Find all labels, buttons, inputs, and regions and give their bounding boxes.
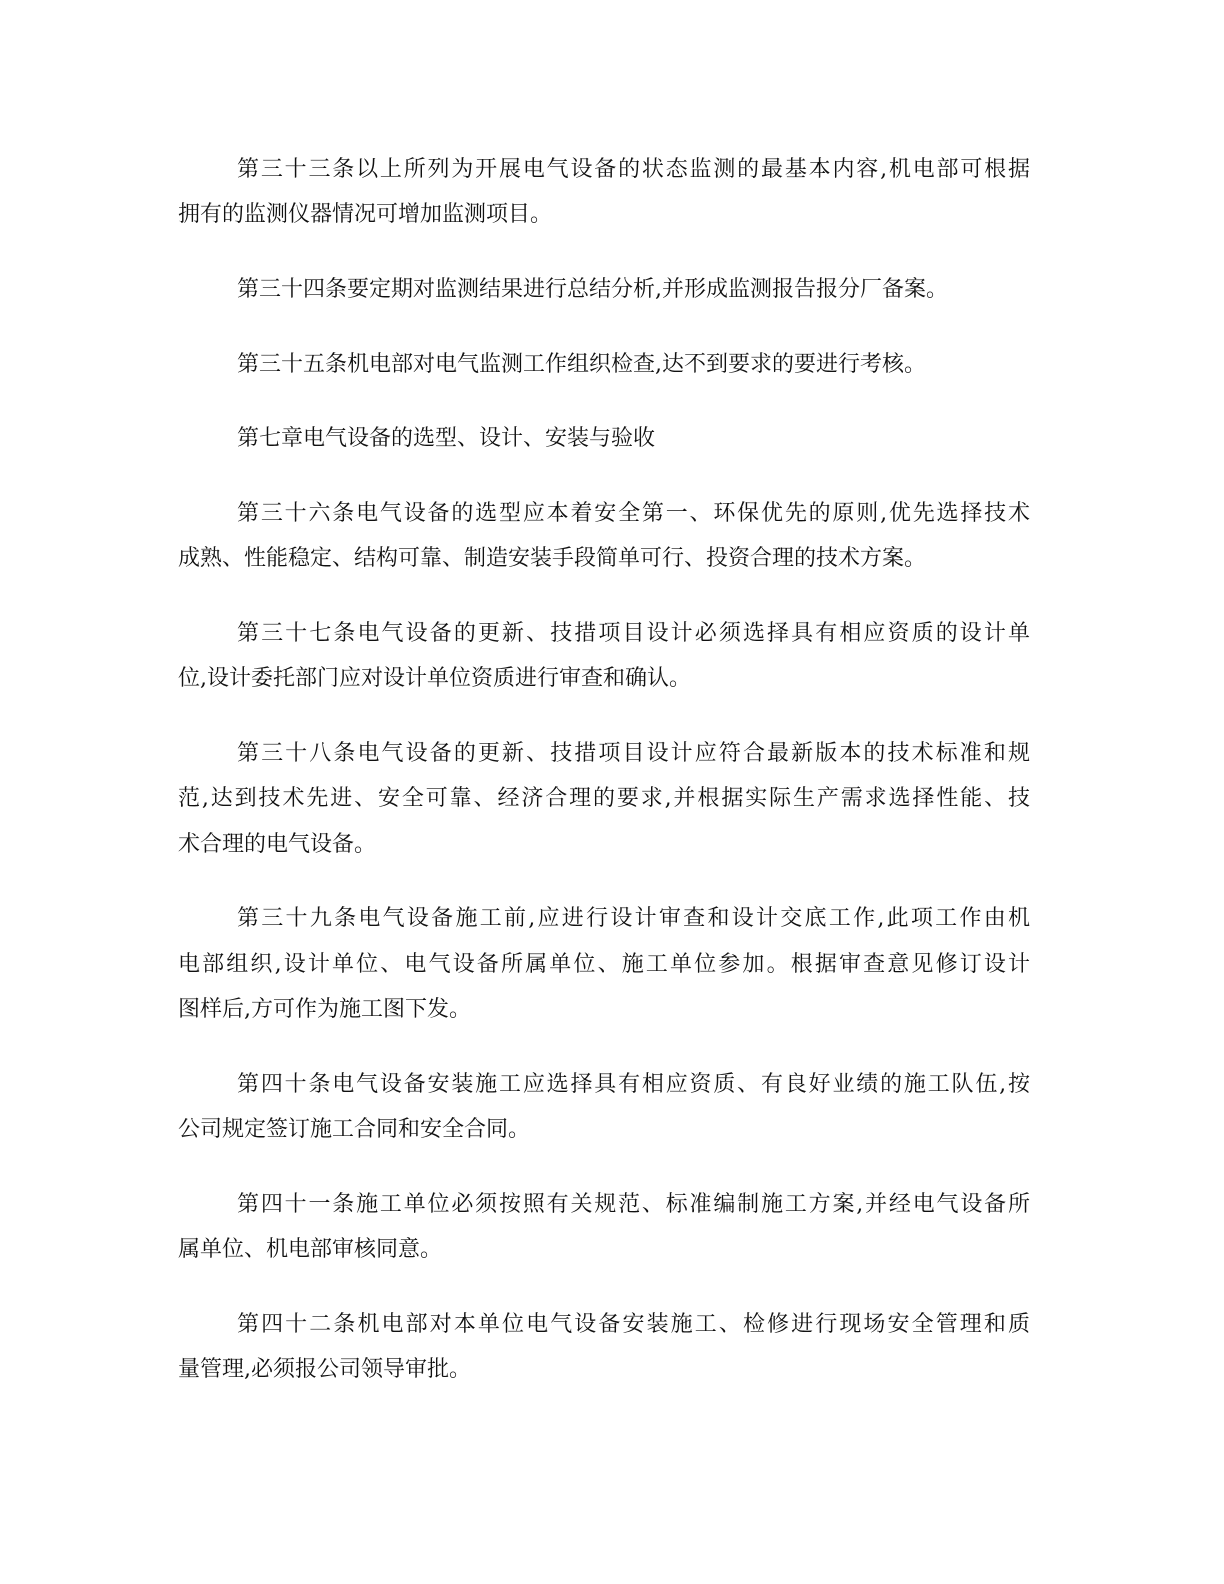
text-line: 图样后,方可作为施工图下发。 bbox=[178, 997, 471, 1022]
text-line: 术合理的电气设备。 bbox=[178, 831, 377, 857]
text-line: 第三十三条以上所列为开展电气设备的状态监测的最基本内容,机电部可根据 bbox=[237, 157, 1030, 182]
text-line: 第三十八条电气设备的更新、技措项目设计应符合最新版本的技术标准和规 bbox=[237, 740, 1030, 766]
chapter-7-heading bbox=[178, 416, 1030, 461]
text-line: 公司规定签订施工合同和安全合同。 bbox=[178, 1117, 531, 1142]
article-35-paragraph bbox=[178, 342, 1030, 387]
article-40-paragraph bbox=[178, 1062, 1030, 1153]
text-line: 量管理,必须报公司领导审批。 bbox=[178, 1357, 471, 1382]
text-line: 第三十五条机电部对电气监测工作组织检查,达不到要求的要进行考核。 bbox=[237, 351, 926, 377]
text-line: 第四十条电气设备安装施工应选择具有相应资质、有良好业绩的施工队伍,按 bbox=[237, 1071, 1030, 1097]
article-42-paragraph bbox=[178, 1302, 1030, 1393]
text-line: 第四十二条机电部对本单位电气设备安装施工、检修进行现场安全管理和质 bbox=[237, 1311, 1030, 1337]
text-line: 范,达到技术先进、安全可靠、经济合理的要求,并根据实际生产需求选择性能、技 bbox=[178, 786, 1030, 812]
text-line: 电部组织,设计单位、电气设备所属单位、施工单位参加。根据审查意见修订设计 bbox=[178, 951, 1030, 977]
text-line: 拥有的监测仪器情况可增加监测项目。 bbox=[178, 202, 553, 228]
article-33-paragraph bbox=[178, 147, 1030, 238]
text-line: 第七章电气设备的选型、设计、安装与验收 bbox=[237, 426, 656, 452]
text-line: 第三十九条电气设备施工前,应进行设计审查和设计交底工作,此项工作由机 bbox=[237, 906, 1030, 932]
article-37-paragraph bbox=[178, 611, 1030, 702]
text-line: 位,设计委托部门应对设计单位资质进行审查和确认。 bbox=[178, 666, 691, 692]
text-line: 第三十七条电气设备的更新、技措项目设计必须选择具有相应资质的设计单 bbox=[237, 620, 1030, 646]
article-34-paragraph bbox=[178, 267, 1030, 312]
text-line: 第三十六条电气设备的选型应本着安全第一、环保优先的原则,优先选择技术 bbox=[237, 500, 1030, 526]
text-line: 第三十四条要定期对监测结果进行总结分析,并形成监测报告报分厂备案。 bbox=[237, 277, 948, 302]
article-38-paragraph bbox=[178, 731, 1030, 867]
text-line: 第四十一条施工单位必须按照有关规范、标准编制施工方案,并经电气设备所 bbox=[237, 1191, 1030, 1217]
text-line: 成熟、性能稳定、结构可靠、制造安装手段简单可行、投资合理的技术方案。 bbox=[178, 546, 927, 572]
document-body bbox=[178, 147, 1030, 1392]
text-line: 属单位、机电部审核同意。 bbox=[178, 1237, 443, 1262]
article-36-paragraph bbox=[178, 491, 1030, 582]
article-41-paragraph bbox=[178, 1182, 1030, 1273]
article-39-paragraph bbox=[178, 896, 1030, 1032]
